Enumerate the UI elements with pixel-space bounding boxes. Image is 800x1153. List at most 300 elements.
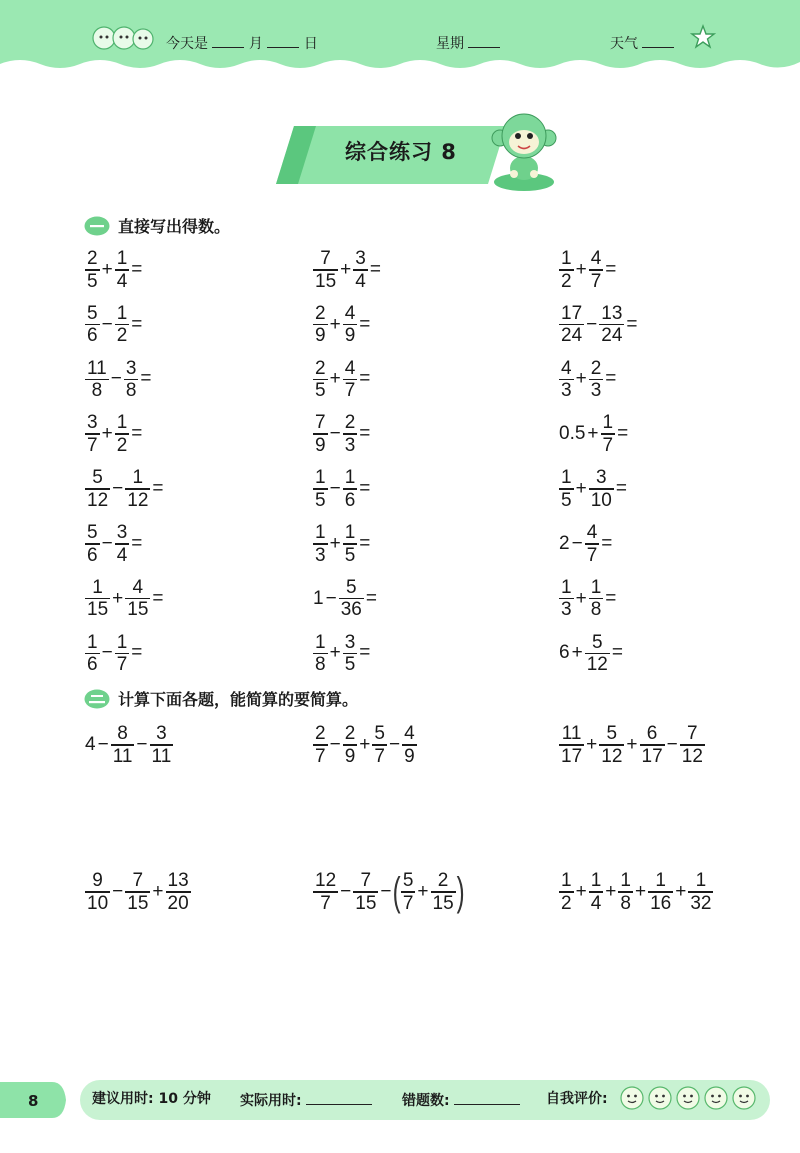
number: 4 xyxy=(85,733,96,755)
denominator: 17 xyxy=(641,745,663,767)
fraction xyxy=(680,723,705,767)
numerator: 6 xyxy=(646,723,658,744)
weekday-field xyxy=(436,33,500,53)
fraction xyxy=(353,248,368,292)
operator: = xyxy=(359,532,371,554)
numerator: 1 xyxy=(87,631,98,653)
day-label: 日 xyxy=(303,36,318,52)
denominator: 15 xyxy=(127,599,149,621)
denominator: 4 xyxy=(355,270,366,292)
operator: + xyxy=(329,642,341,664)
fraction xyxy=(166,870,191,914)
calc-problem xyxy=(84,467,165,511)
fraction xyxy=(559,358,574,402)
numerator: 3 xyxy=(355,248,366,269)
numerator: 4 xyxy=(561,357,572,379)
denominator: 8 xyxy=(125,380,137,402)
calc-problem xyxy=(558,303,639,347)
operator: + xyxy=(152,880,164,902)
numerator: 1 xyxy=(561,248,572,269)
denominator: 2 xyxy=(116,325,128,347)
denominator: 15 xyxy=(315,270,337,292)
numerator: 1 xyxy=(92,576,103,598)
numerator: 7 xyxy=(360,870,372,891)
numerator: 2 xyxy=(87,248,98,269)
fraction xyxy=(343,522,358,566)
numerator: 4 xyxy=(586,522,598,543)
weekday-blank[interactable] xyxy=(468,33,500,48)
numerator: 3 xyxy=(595,467,607,489)
numerator: 1 xyxy=(132,467,144,489)
numerator: 1 xyxy=(620,870,631,891)
calc-problem xyxy=(312,522,371,566)
numerator: 2 xyxy=(437,870,449,891)
numerator: 5 xyxy=(402,870,414,891)
denominator: 5 xyxy=(344,544,356,566)
month-label: 月 xyxy=(248,36,263,52)
fraction xyxy=(85,522,100,566)
section-one-icon xyxy=(84,216,110,236)
face-icon[interactable] xyxy=(732,1086,756,1110)
fraction xyxy=(343,723,358,767)
operator: + xyxy=(605,880,617,902)
operator: = xyxy=(359,477,371,499)
header-logo-icon xyxy=(92,24,154,52)
operator: = xyxy=(617,423,629,445)
errors-label: 错题数: xyxy=(402,1093,450,1109)
operator: − xyxy=(329,477,341,499)
operator: − xyxy=(110,368,122,390)
numerator: 1 xyxy=(561,870,572,891)
denominator: 17 xyxy=(561,745,583,767)
fraction xyxy=(431,870,456,914)
denominator: 24 xyxy=(561,325,583,347)
section-two-icon xyxy=(84,689,110,709)
operator: = xyxy=(365,587,377,609)
operator: = xyxy=(359,642,371,664)
operator: − xyxy=(586,313,598,335)
denominator: 12 xyxy=(87,489,109,511)
numerator: 3 xyxy=(87,412,98,434)
operator: + xyxy=(575,258,587,280)
section-two-title: 计算下面各题，能简算的要简算。 xyxy=(118,690,359,709)
denominator: 11 xyxy=(151,745,172,767)
operator: + xyxy=(112,587,124,609)
numerator: 2 xyxy=(315,357,326,379)
numerator: 1 xyxy=(695,870,707,891)
calc-problem xyxy=(84,522,143,566)
fraction xyxy=(313,723,328,767)
star-icon xyxy=(690,24,716,50)
denominator: 15 xyxy=(87,599,109,621)
self-eval-faces xyxy=(620,1086,756,1110)
calc-problem xyxy=(84,358,153,402)
numerator: 1 xyxy=(116,248,128,269)
face-icon[interactable] xyxy=(648,1086,672,1110)
fraction xyxy=(85,870,110,914)
operator: = xyxy=(605,587,617,609)
fraction xyxy=(85,577,110,621)
numerator: 7 xyxy=(315,412,326,434)
fraction xyxy=(601,412,616,456)
operator: = xyxy=(601,532,613,554)
operator: = xyxy=(615,477,627,499)
fraction xyxy=(150,723,174,767)
calc-problem xyxy=(84,412,143,456)
operator: = xyxy=(626,313,638,335)
fraction xyxy=(115,248,130,292)
numerator: 5 xyxy=(92,467,103,489)
numerator: 1 xyxy=(602,412,614,434)
denominator: 5 xyxy=(344,654,356,676)
operator: = xyxy=(131,423,143,445)
simplify-problem xyxy=(558,723,706,767)
numerator: 3 xyxy=(116,522,128,543)
calc-problem xyxy=(312,467,371,511)
numerator: 3 xyxy=(344,631,356,653)
fraction xyxy=(589,248,604,292)
numerator: 4 xyxy=(344,302,356,324)
fraction xyxy=(585,632,610,676)
denominator: 11 xyxy=(112,745,133,767)
operator: + xyxy=(586,733,598,755)
denominator: 8 xyxy=(91,380,103,402)
denominator: 7 xyxy=(586,544,598,566)
numerator: 5 xyxy=(87,302,98,324)
fraction xyxy=(688,870,713,914)
operator: + xyxy=(101,423,113,445)
fraction xyxy=(125,467,150,511)
numerator: 13 xyxy=(167,870,189,891)
calc-problem xyxy=(312,248,382,292)
operator: − xyxy=(136,733,148,755)
denominator: 32 xyxy=(690,892,712,914)
operator: + xyxy=(626,733,638,755)
simplify-problem xyxy=(84,870,192,914)
fraction xyxy=(372,723,387,767)
denominator: 9 xyxy=(344,325,356,347)
numerator: 1 xyxy=(116,631,128,653)
numerator: 1 xyxy=(344,467,356,489)
operator: − xyxy=(329,733,341,755)
fraction xyxy=(559,870,574,914)
weather-blank[interactable] xyxy=(642,33,674,48)
fraction xyxy=(313,358,328,402)
fraction xyxy=(343,467,358,511)
operator: + xyxy=(575,587,587,609)
denominator: 15 xyxy=(432,892,454,914)
errors-blank[interactable] xyxy=(454,1090,520,1105)
numerator: 4 xyxy=(132,576,144,598)
denominator: 12 xyxy=(586,654,608,676)
numerator: 1 xyxy=(315,631,326,653)
fraction xyxy=(115,522,130,566)
denominator: 15 xyxy=(127,892,149,914)
operator: + xyxy=(575,368,587,390)
denominator: 5 xyxy=(315,489,326,511)
fraction xyxy=(559,577,574,621)
denominator: 12 xyxy=(127,489,149,511)
numerator: 3 xyxy=(125,357,137,379)
denominator: 20 xyxy=(167,892,189,914)
fraction xyxy=(402,723,417,767)
operator: − xyxy=(101,642,113,664)
face-icon[interactable] xyxy=(704,1086,728,1110)
denominator: 8 xyxy=(590,599,602,621)
denominator: 6 xyxy=(87,654,98,676)
operator: + xyxy=(571,642,583,664)
denominator: 2 xyxy=(561,892,572,914)
numerator: 13 xyxy=(601,302,623,324)
calc-problem xyxy=(84,248,143,292)
fraction xyxy=(599,303,624,347)
numerator: 1 xyxy=(344,522,356,543)
fraction xyxy=(339,577,364,621)
operator: + xyxy=(575,880,587,902)
denominator: 5 xyxy=(315,380,326,402)
number: 6 xyxy=(559,642,570,664)
fraction xyxy=(125,577,150,621)
numerator: 5 xyxy=(606,723,618,744)
calc-problem xyxy=(312,303,371,347)
fraction xyxy=(124,358,139,402)
numerator: 1 xyxy=(315,467,326,489)
denominator: 7 xyxy=(602,434,614,456)
fraction xyxy=(559,303,584,347)
denominator: 10 xyxy=(87,892,109,914)
numerator: 1 xyxy=(561,576,572,598)
fraction xyxy=(115,632,130,676)
fraction xyxy=(85,632,100,676)
numerator: 1 xyxy=(655,870,666,891)
operator: = xyxy=(605,258,617,280)
numerator: 8 xyxy=(117,723,128,744)
weekday-label: 星期 xyxy=(436,36,464,52)
operator: = xyxy=(131,313,143,335)
calc-problem xyxy=(558,467,628,511)
number: 2 xyxy=(559,532,570,554)
numerator: 11 xyxy=(87,357,107,379)
numerator: 7 xyxy=(132,870,144,891)
calc-problem xyxy=(558,248,617,292)
numerator: 9 xyxy=(92,870,103,891)
fraction xyxy=(640,723,665,767)
numerator: 1 xyxy=(590,870,602,891)
fraction xyxy=(313,522,328,566)
calc-problem xyxy=(84,303,143,347)
face-icon[interactable] xyxy=(676,1086,700,1110)
simplify-problem xyxy=(558,870,714,914)
fraction xyxy=(125,870,150,914)
operator: = xyxy=(152,477,164,499)
fraction xyxy=(313,248,338,292)
operator: + xyxy=(329,313,341,335)
simplify-problem xyxy=(312,723,418,767)
operator: − xyxy=(112,880,124,902)
denominator: 9 xyxy=(404,745,415,767)
denominator: 16 xyxy=(650,892,672,914)
numerator: 1 xyxy=(315,522,326,543)
operator: − xyxy=(101,313,113,335)
operator: − xyxy=(112,477,124,499)
numerator: 5 xyxy=(87,522,98,543)
operator: = xyxy=(359,313,371,335)
numerator: 5 xyxy=(591,631,603,653)
operator: + xyxy=(329,532,341,554)
fraction xyxy=(85,358,109,402)
denominator: 3 xyxy=(561,380,572,402)
denominator: 24 xyxy=(601,325,623,347)
fraction xyxy=(115,303,130,347)
self-eval-label: 自我评价: xyxy=(546,1091,608,1107)
denominator: 2 xyxy=(116,434,128,456)
fraction xyxy=(618,870,633,914)
denominator: 6 xyxy=(87,325,98,347)
operator: − xyxy=(380,880,392,902)
denominator: 7 xyxy=(315,745,326,767)
operator: − xyxy=(571,532,583,554)
actual-time-label: 实际用时: xyxy=(240,1093,302,1109)
numerator: 4 xyxy=(404,723,415,744)
fraction xyxy=(589,870,604,914)
numerator: 2 xyxy=(590,357,602,379)
fraction xyxy=(313,303,328,347)
fraction xyxy=(648,870,673,914)
operator: + xyxy=(101,258,113,280)
simplify-problem xyxy=(312,870,464,914)
operator: + xyxy=(634,880,647,902)
denominator: 5 xyxy=(87,270,98,292)
numerator: 1 xyxy=(116,302,128,324)
monkey-mascot-icon xyxy=(488,108,560,192)
denominator: 5 xyxy=(561,489,572,511)
fraction xyxy=(313,467,328,511)
numerator: 12 xyxy=(315,870,337,891)
weather-label: 天气 xyxy=(610,36,638,52)
denominator: 8 xyxy=(315,654,326,676)
fraction xyxy=(589,467,614,511)
operator: − xyxy=(325,587,337,609)
operator: − xyxy=(340,880,352,902)
denominator: 7 xyxy=(374,745,385,767)
calc-problem xyxy=(312,358,371,402)
denominator: 6 xyxy=(344,489,356,511)
denominator: 2 xyxy=(561,270,572,292)
denominator: 9 xyxy=(344,745,356,767)
denominator: 8 xyxy=(620,892,631,914)
denominator: 7 xyxy=(402,892,414,914)
denominator: 12 xyxy=(601,745,623,767)
calc-problem xyxy=(84,632,143,676)
fraction xyxy=(85,248,100,292)
numerator: 2 xyxy=(315,302,326,324)
face-icon[interactable] xyxy=(620,1086,644,1110)
denominator: 3 xyxy=(315,544,326,566)
fraction xyxy=(85,303,100,347)
denominator: 4 xyxy=(590,892,602,914)
operator: + xyxy=(359,733,371,755)
parenthesis: ( xyxy=(392,869,401,914)
denominator: 4 xyxy=(116,270,128,292)
number: 0.5 xyxy=(559,423,586,445)
operator: − xyxy=(329,423,341,445)
fraction xyxy=(585,522,600,566)
operator: = xyxy=(131,532,143,554)
numerator: 2 xyxy=(315,723,326,744)
fraction xyxy=(401,870,416,914)
errors-field xyxy=(402,1090,520,1110)
section-one-title: 直接写出得数。 xyxy=(118,217,231,236)
denominator: 7 xyxy=(344,380,356,402)
numerator: 7 xyxy=(687,723,698,744)
fraction xyxy=(313,870,338,914)
operator: = xyxy=(152,587,164,609)
denominator: 7 xyxy=(87,434,98,456)
fraction xyxy=(111,723,135,767)
numerator: 5 xyxy=(374,723,385,744)
denominator: 7 xyxy=(590,270,602,292)
operator: + xyxy=(329,368,341,390)
fraction xyxy=(559,248,574,292)
calc-problem xyxy=(312,412,371,456)
denominator: 15 xyxy=(355,892,377,914)
month-blank[interactable] xyxy=(212,33,244,48)
calc-problem xyxy=(558,577,617,621)
denominator: 3 xyxy=(590,380,602,402)
fraction xyxy=(599,723,624,767)
today-label: 今天是 xyxy=(166,36,208,52)
operator: − xyxy=(101,532,113,554)
denominator: 7 xyxy=(116,654,128,676)
day-blank[interactable] xyxy=(267,33,299,48)
operator: − xyxy=(97,733,109,755)
fraction xyxy=(115,412,130,456)
denominator: 3 xyxy=(561,599,572,621)
fraction xyxy=(559,467,574,511)
operator: + xyxy=(675,880,687,902)
numerator: 1 xyxy=(116,412,128,434)
actual-time-blank[interactable] xyxy=(306,1090,372,1105)
actual-time-field xyxy=(240,1090,372,1110)
operator: = xyxy=(605,368,617,390)
operator: = xyxy=(369,258,381,280)
operator: + xyxy=(575,477,587,499)
operator: = xyxy=(131,258,143,280)
fraction xyxy=(353,870,378,914)
numerator: 3 xyxy=(156,723,167,744)
numerator: 5 xyxy=(345,576,357,598)
operator: + xyxy=(340,258,352,280)
parenthesis: ) xyxy=(456,869,465,914)
denominator: 7 xyxy=(320,892,331,914)
operator: + xyxy=(587,423,599,445)
numerator: 1 xyxy=(561,467,572,489)
fraction xyxy=(589,358,604,402)
fraction xyxy=(313,412,328,456)
denominator: 36 xyxy=(340,599,362,621)
suggested-time: 建议用时: 10 分钟 xyxy=(92,1091,211,1107)
operator: − xyxy=(388,733,401,755)
fraction xyxy=(85,467,110,511)
calc-problem xyxy=(558,522,613,566)
numerator: 2 xyxy=(344,723,356,744)
date-field xyxy=(166,33,318,53)
page-title: 综合练习 8 xyxy=(345,140,457,164)
denominator: 9 xyxy=(315,325,326,347)
fraction xyxy=(343,303,358,347)
fraction xyxy=(559,723,584,767)
denominator: 6 xyxy=(87,544,98,566)
